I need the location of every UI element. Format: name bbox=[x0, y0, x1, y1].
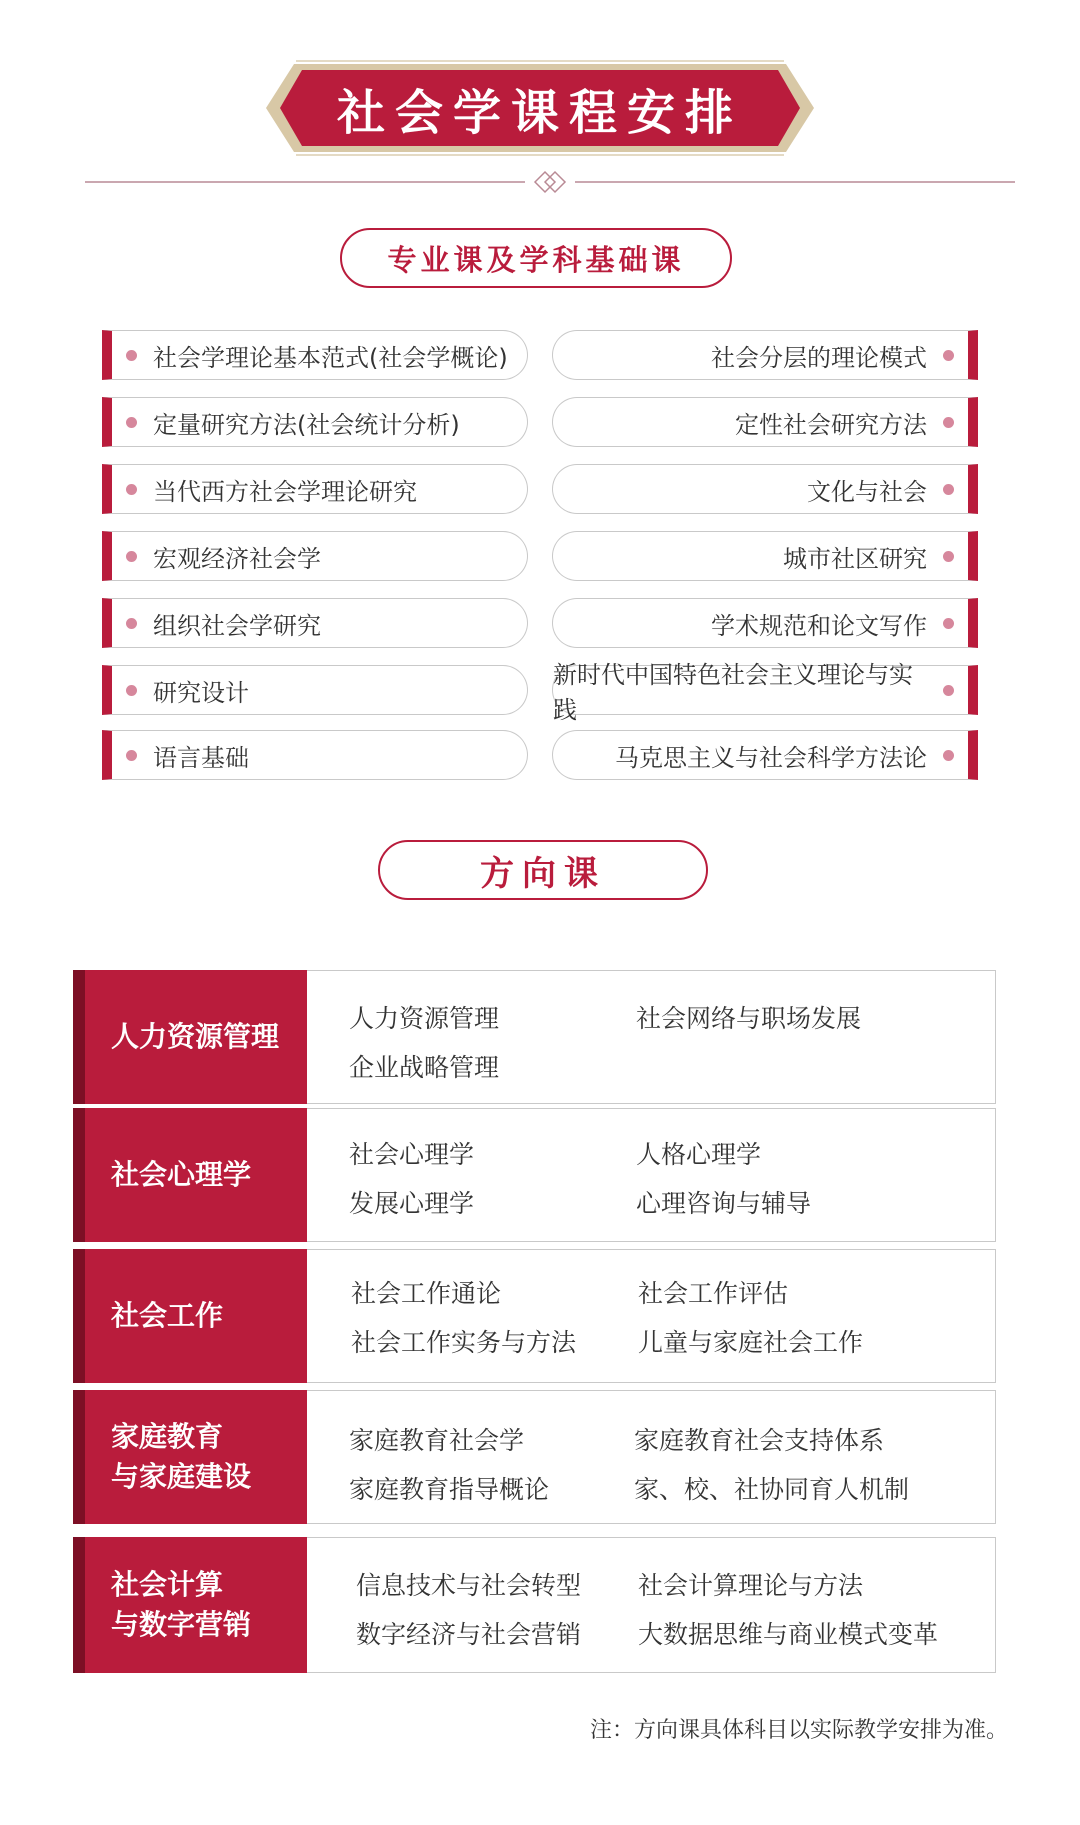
bullet-dot-icon bbox=[126, 685, 137, 696]
direction-course: 社会网络与职场发展 bbox=[636, 1004, 862, 1033]
direction-row-social-computing bbox=[74, 1537, 996, 1673]
course-label: 社会学理论基本范式(社会学概论) bbox=[153, 343, 508, 372]
bullet-dot-icon bbox=[943, 618, 954, 629]
direction-course: 大数据思维与商业模式变革 bbox=[638, 1620, 939, 1649]
direction-title-line: 与数字营销 bbox=[111, 1607, 252, 1641]
course-right-1 bbox=[552, 330, 978, 380]
direction-title-line: 社会工作 bbox=[111, 1298, 224, 1332]
course-left-2 bbox=[102, 397, 528, 447]
course-label: 社会分层的理论模式 bbox=[711, 343, 927, 372]
course-label: 新时代中国特色社会主义理论与实践 bbox=[553, 661, 913, 724]
bullet-dot-icon bbox=[126, 618, 137, 629]
direction-course: 企业战略管理 bbox=[349, 1053, 500, 1082]
course-right-3 bbox=[552, 464, 978, 514]
direction-course: 家庭教育社会学 bbox=[349, 1426, 525, 1455]
course-right-6 bbox=[552, 661, 978, 724]
course-right-4 bbox=[552, 531, 978, 581]
bullet-dot-icon bbox=[126, 417, 137, 428]
direction-title-line: 家庭教育 bbox=[111, 1419, 224, 1453]
direction-course: 家、校、社协同育人机制 bbox=[634, 1475, 910, 1504]
course-label: 马克思主义与社会科学方法论 bbox=[615, 743, 927, 772]
direction-title-line: 与家庭建设 bbox=[111, 1459, 252, 1493]
page-title: 社会学课程安排 bbox=[336, 84, 743, 141]
direction-course: 社会工作实务与方法 bbox=[351, 1328, 577, 1357]
course-label: 学术规范和论文写作 bbox=[711, 611, 927, 640]
course-left-1 bbox=[102, 330, 528, 380]
direction-course: 家庭教育社会支持体系 bbox=[634, 1426, 885, 1455]
course-left-5 bbox=[102, 598, 528, 648]
course-label: 宏观经济社会学 bbox=[153, 544, 321, 573]
footnote: 注：方向课具体科目以实际教学安排为准。 bbox=[589, 1718, 1008, 1743]
direction-title bbox=[73, 1390, 307, 1524]
direction-course: 社会工作评估 bbox=[638, 1279, 789, 1308]
section-heading-core-courses: 专业课及学科基础课 bbox=[340, 228, 732, 288]
direction-title-line: 社会计算 bbox=[111, 1567, 224, 1601]
course-label: 组织社会学研究 bbox=[153, 611, 321, 640]
section-heading-direction-courses: 方向课 bbox=[378, 840, 708, 900]
bullet-dot-icon bbox=[943, 551, 954, 562]
course-label: 文化与社会 bbox=[807, 477, 927, 506]
course-label: 当代西方社会学理论研究 bbox=[153, 477, 417, 506]
course-right-5 bbox=[552, 598, 978, 648]
course-left-6 bbox=[102, 665, 528, 715]
direction-title-line: 人力资源管理 bbox=[111, 1019, 280, 1053]
direction-row-hr bbox=[74, 970, 996, 1104]
bullet-dot-icon bbox=[126, 350, 137, 361]
course-label: 研究设计 bbox=[153, 678, 249, 707]
direction-title bbox=[73, 1249, 307, 1383]
direction-row-family-education bbox=[74, 1390, 996, 1524]
direction-course: 社会工作通论 bbox=[351, 1279, 502, 1308]
direction-course: 社会计算理论与方法 bbox=[638, 1571, 864, 1600]
course-right-7 bbox=[552, 730, 978, 780]
direction-row-social-work bbox=[74, 1249, 996, 1383]
divider-ornament bbox=[85, 170, 1015, 194]
course-left-7 bbox=[102, 730, 528, 780]
direction-title bbox=[73, 1108, 307, 1242]
direction-course: 人格心理学 bbox=[636, 1140, 762, 1169]
bullet-dot-icon bbox=[943, 484, 954, 495]
course-right-2 bbox=[552, 397, 978, 447]
direction-course: 家庭教育指导概论 bbox=[349, 1475, 550, 1504]
direction-course: 发展心理学 bbox=[349, 1189, 475, 1218]
bullet-dot-icon bbox=[126, 551, 137, 562]
course-left-3 bbox=[102, 464, 528, 514]
bullet-dot-icon bbox=[126, 484, 137, 495]
course-label: 定性社会研究方法 bbox=[735, 410, 927, 439]
direction-title bbox=[73, 1537, 307, 1673]
course-label: 语言基础 bbox=[153, 743, 249, 772]
direction-course: 儿童与家庭社会工作 bbox=[638, 1328, 864, 1357]
course-left-4 bbox=[102, 531, 528, 581]
bullet-dot-icon bbox=[126, 750, 137, 761]
direction-title bbox=[73, 970, 307, 1104]
course-label: 定量研究方法(社会统计分析) bbox=[153, 410, 460, 439]
direction-course: 人力资源管理 bbox=[349, 1004, 500, 1033]
direction-row-psychology bbox=[74, 1108, 996, 1242]
bullet-dot-icon bbox=[943, 417, 954, 428]
direction-course: 心理咨询与辅导 bbox=[636, 1189, 812, 1218]
direction-course: 数字经济与社会营销 bbox=[356, 1620, 582, 1649]
direction-course: 社会心理学 bbox=[349, 1140, 475, 1169]
bullet-dot-icon bbox=[943, 685, 954, 696]
direction-course: 信息技术与社会转型 bbox=[356, 1571, 582, 1600]
bullet-dot-icon bbox=[943, 350, 954, 361]
bullet-dot-icon bbox=[943, 750, 954, 761]
course-label: 城市社区研究 bbox=[783, 544, 927, 573]
title-banner bbox=[266, 58, 814, 158]
direction-title-line: 社会心理学 bbox=[111, 1157, 252, 1191]
